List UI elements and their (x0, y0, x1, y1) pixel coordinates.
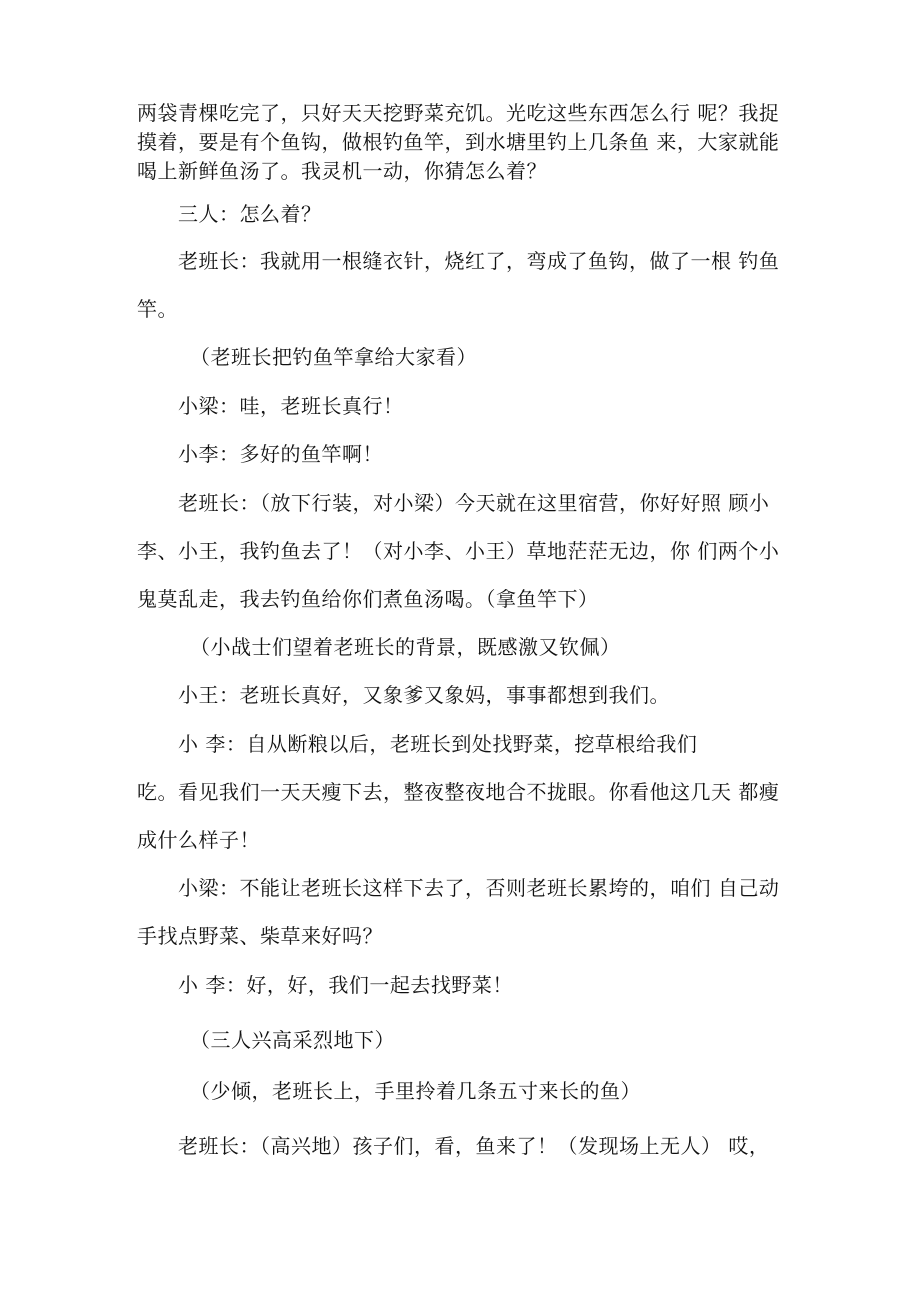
text-line: 老班长：（放下行装，对小梁）今天就在这里宿营，你好好照 顾小 (178, 491, 770, 515)
text-line: 小李：多好的鱼竿啊！ (178, 442, 383, 466)
text-line: 李、小王，我钓鱼去了！（对小李、小王）草地茫茫无边，你 们两个小 (137, 539, 780, 563)
text-line: 小梁：哇，老班长真行！ (178, 394, 404, 418)
text-line: 老班长：（高兴地）孩子们，看，鱼来了！（发现场上无人） 哎， (178, 1134, 770, 1158)
text-line: 竿。 (137, 297, 178, 321)
text-line: 吃。看见我们一天天瘦下去，整夜整夜地合不拢眼。你看他这几天 都瘦 (137, 780, 780, 804)
text-line: 老班长：我就用一根缝衣针，烧红了，弯成了鱼钩，做了一根 钓鱼 (178, 249, 780, 273)
text-line: 三人：怎么着？ (178, 202, 322, 226)
text-line: 手找点野菜、柴草来好吗？ (137, 924, 383, 948)
stage-direction: （少倾，老班长上，手里拎着几条五寸来长的鱼） (190, 1079, 641, 1103)
text-line: 成什么样子！ (137, 828, 260, 852)
text-line: 鬼莫乱走，我去钓鱼给你们煮鱼汤喝。（拿鱼竿下） (137, 587, 599, 611)
text-line: 小 李：好，好，我们一起去找野菜！ (178, 973, 513, 997)
text-line: 喝上新鲜鱼汤了。我灵机一动，你猜怎么着？ (137, 159, 547, 183)
text-line: 摸着，要是有个鱼钩，做根钓鱼竿，到水塘里钓上几条鱼 来，大家就能 (137, 130, 780, 154)
text-line: 小 李：自从断粮以后，老班长到处找野菜，挖草根给我们 (178, 732, 698, 756)
text-line: 两袋青棵吃完了，只好天天挖野菜充饥。光吃这些东西怎么行 呢？我捉 (137, 101, 780, 125)
stage-direction: （三人兴高采烈地下） (190, 1028, 395, 1052)
text-line: 小王：老班长真好，又象爹又象妈，事事都想到我们。 (178, 683, 670, 707)
text-line: 小梁：不能让老班长这样下去了，否则老班长累垮的，咱们 自己动 (178, 876, 780, 900)
stage-direction: （小战士们望着老班长的背景，既感激又钦佩） (190, 635, 621, 659)
stage-direction: （老班长把钓鱼竿拿给大家看） (190, 345, 477, 369)
